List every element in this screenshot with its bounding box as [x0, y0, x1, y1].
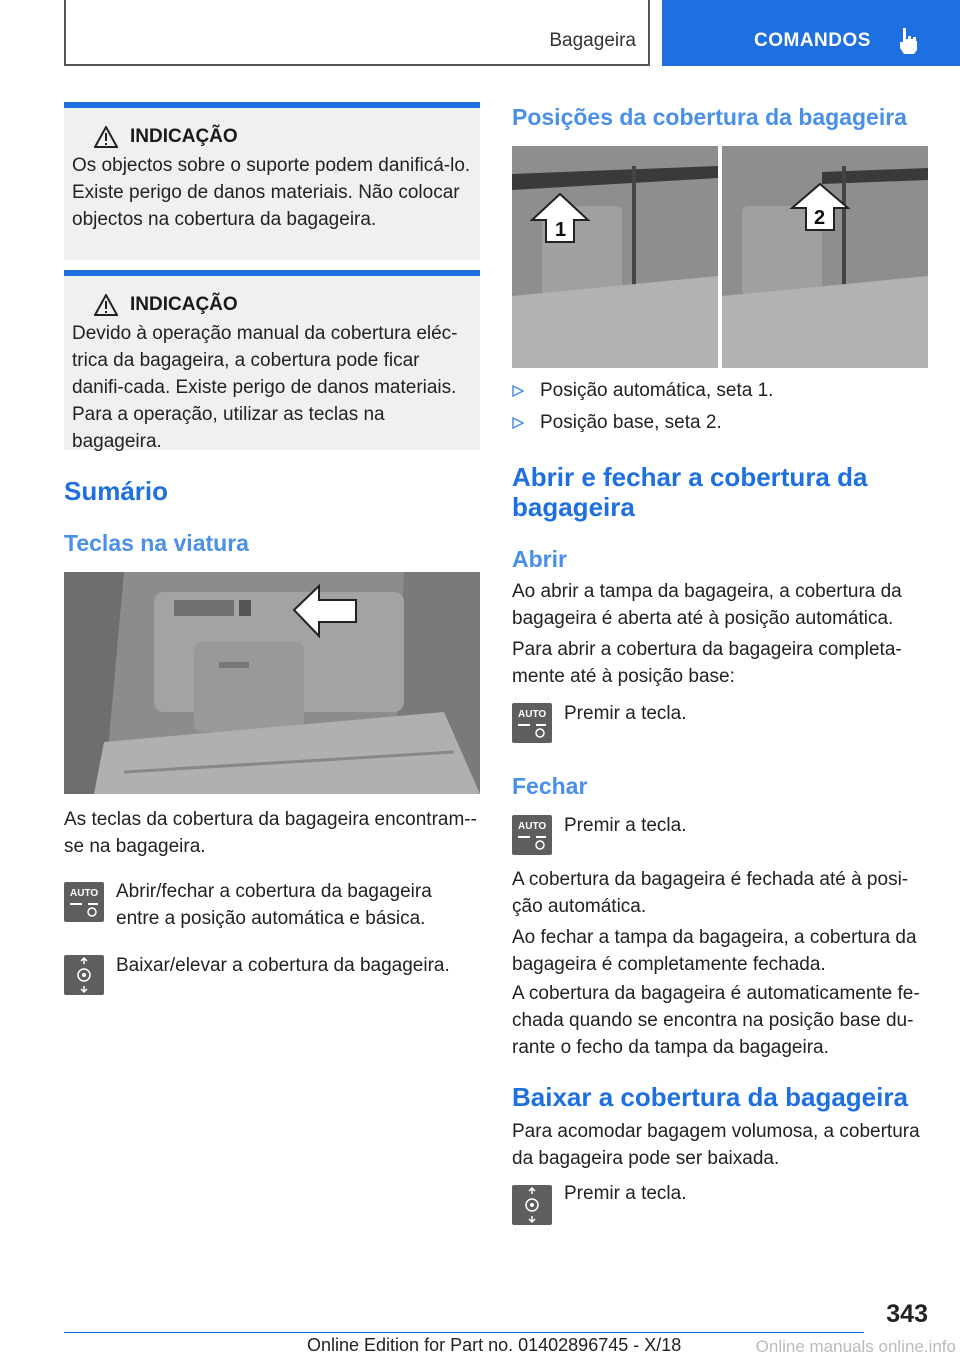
press-key-text: Premir a tecla. [564, 1183, 687, 1204]
cover-position-1-illustration [512, 146, 718, 368]
close-paragraph-1: A cobertura da bagageira é fechada até à posi-ção automática. [512, 869, 909, 917]
open-paragraph-2: Para abrir a cobertura da bagageira completa-mente até à posição base: [512, 639, 902, 687]
heading-open-close-cover: Abrir e fechar a cobertura da bagageira [512, 462, 868, 522]
lower-paragraph: Para acomodar bagagem volumosa, a cobertura da bagageira pode ser baixada. [512, 1121, 920, 1169]
heading-cover-positions: Posições da cobertura da bagageira [512, 104, 907, 130]
svg-text:AUTO: AUTO [518, 821, 547, 832]
warning-note-2 [64, 270, 480, 450]
heading-summary: Sumário [64, 476, 169, 506]
pointing-hand-icon [896, 26, 920, 54]
page-number: 343 [886, 1300, 928, 1328]
list-item [512, 380, 773, 402]
footer-watermark: Online manuals online.info [755, 1337, 956, 1356]
lower-raise-button-icon [512, 1185, 552, 1225]
svg-text:AUTO: AUTO [70, 888, 99, 899]
warning-note-1 [64, 102, 480, 260]
warning-triangle-icon [94, 294, 118, 316]
header-chapter-tab[interactable] [662, 0, 960, 66]
cover-position-2-illustration [722, 146, 928, 368]
close-paragraph-2: Ao fechar a tampa da bagageira, a cobertura da bagageira é completamente fechada. [512, 927, 917, 975]
subheading-keys-in-vehicle: Teclas na viatura [64, 530, 249, 556]
svg-text:1: 1 [555, 219, 567, 241]
bullet-text: Posição base, seta 2. [540, 412, 722, 433]
list-item [512, 412, 722, 434]
bullet-text: Posição automática, seta 1. [540, 380, 774, 401]
auto-button-icon [512, 815, 552, 855]
trunk-keys-photo [64, 572, 480, 794]
footer-divider [64, 1332, 864, 1333]
lower-raise-button-text: Baixar/elevar a cobertura da bagageira. [116, 955, 450, 976]
press-key-text: Premir a tecla. [564, 815, 687, 836]
svg-text:AUTO: AUTO [518, 709, 547, 720]
note-text: Os objectos sobre o suporte podem danificá-lo. Existe perigo de danos materiais. Não colocar objectos na cobertura da bagageira. [72, 155, 471, 230]
svg-text:2: 2 [814, 207, 826, 229]
lower-raise-button-icon [64, 955, 104, 995]
header-section-box [64, 0, 650, 66]
close-paragraph-3: A cobertura da bagageira é automaticamente fe-chada quando se encontra na posição base du-rante o fecho da tampa da bagageira. [512, 983, 920, 1058]
note-title: INDICAÇÃO [130, 294, 238, 315]
open-paragraph-1: Ao abrir a tampa da bagageira, a cobertura da bagageira é aberta até à posição automática. [512, 581, 902, 629]
press-key-text: Premir a tecla. [564, 703, 687, 724]
auto-button-text: Abrir/fechar a cobertura da bagageira entre a posição automática e básica. [116, 881, 432, 929]
footer-edition: Online Edition for Part no. 01402896745 - X/18 [307, 1335, 682, 1355]
header-section-title: Bagageira [549, 30, 636, 51]
bullet-triangle-icon [512, 385, 524, 397]
bullet-triangle-icon [512, 417, 524, 429]
auto-button-icon [512, 703, 552, 743]
cover-position-2-photo [722, 146, 928, 368]
subheading-close: Fechar [512, 773, 588, 799]
trunk-keys-illustration [64, 572, 480, 794]
subheading-open: Abrir [512, 546, 567, 572]
heading-lower-cover: Baixar a cobertura da bagageira [512, 1082, 908, 1112]
note-title: INDICAÇÃO [130, 126, 238, 147]
note-text: Devido à operação manual da cobertura eléc-trica da bagageira, a cobertura pode ficar danifi-cada. Existe perigo de danos materiais. Para a operação, utilizar as teclas na bagageira. [72, 323, 458, 452]
header-chapter-title: COMANDOS [754, 30, 871, 51]
cover-position-1-photo [512, 146, 718, 368]
keys-location-text: As teclas da cobertura da bagageira encontram--se na bagageira. [64, 809, 477, 857]
warning-triangle-icon [94, 126, 118, 148]
auto-button-icon [64, 882, 104, 922]
